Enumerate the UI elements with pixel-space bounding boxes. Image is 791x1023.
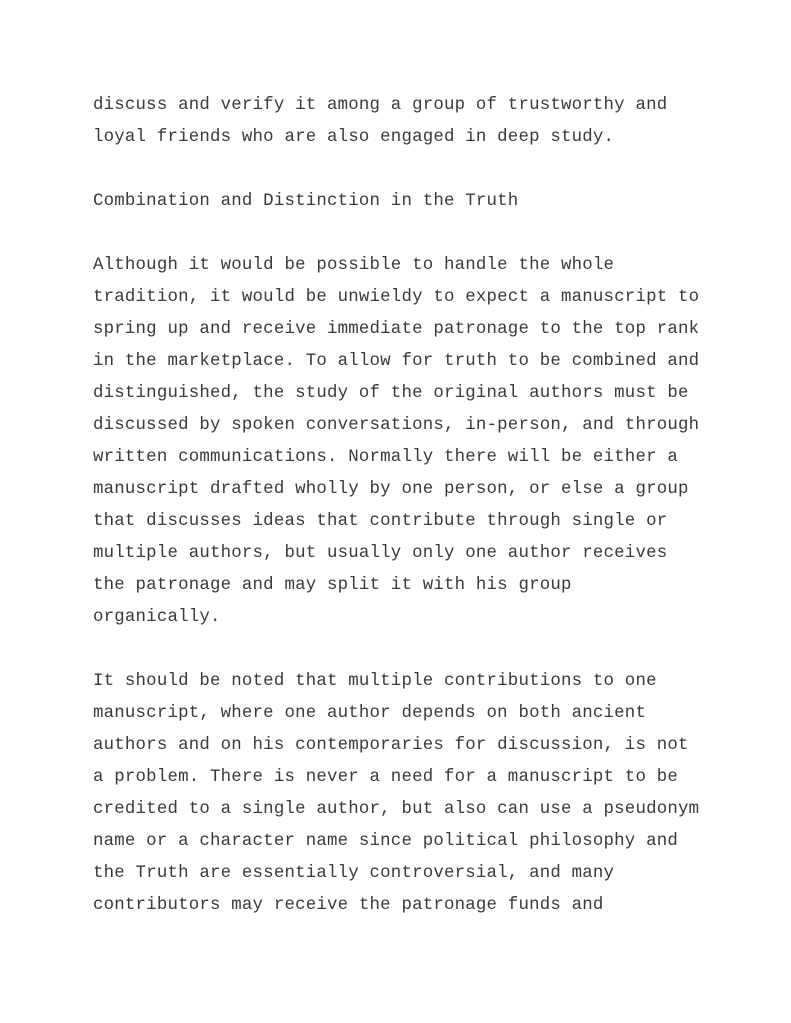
text-line: a problem. There is never a need for a manuscript to be — [93, 768, 678, 787]
document-text — [93, 90, 751, 922]
text-line: manuscript, where one author depends on both ancient — [93, 704, 647, 723]
text-line: credited to a single author, but also can use a pseudonym — [93, 800, 700, 819]
text-line: organically. — [93, 608, 221, 627]
body-paragraph — [93, 666, 751, 922]
text-line: authors and on his contemporaries for discussion, is not — [93, 736, 689, 755]
text-line: discussed by spoken conversations, in-person, and through — [93, 416, 700, 435]
text-line: manuscript drafted wholly by one person, or else a group — [93, 480, 689, 499]
text-line: spring up and receive immediate patronage to the top rank — [93, 320, 700, 339]
text-line: the Truth are essentially controversial, and many — [93, 864, 615, 883]
text-line: contributors may receive the patronage funds and — [93, 896, 604, 915]
text-line: Although it would be possible to handle the whole — [93, 256, 615, 275]
text-line: multiple authors, but usually only one author receives — [93, 544, 668, 563]
text-line: loyal friends who are also engaged in deep study. — [93, 128, 615, 147]
text-line: in the marketplace. To allow for truth to be combined and — [93, 352, 700, 371]
text-line: It should be noted that multiple contributions to one — [93, 672, 657, 691]
text-line: discuss and verify it among a group of trustworthy and — [93, 96, 668, 115]
text-line: the patronage and may split it with his group — [93, 576, 572, 595]
body-paragraph — [93, 250, 751, 634]
body-paragraph — [93, 90, 751, 154]
text-line: that discusses ideas that contribute through single or — [93, 512, 668, 531]
text-line: written communications. Normally there will be either a — [93, 448, 678, 467]
text-line: name or a character name since political philosophy and — [93, 832, 678, 851]
section-heading — [93, 186, 751, 218]
text-line: Combination and Distinction in the Truth — [93, 192, 519, 211]
text-line: distinguished, the study of the original authors must be — [93, 384, 689, 403]
text-line: tradition, it would be unwieldy to expect a manuscript to — [93, 288, 700, 307]
